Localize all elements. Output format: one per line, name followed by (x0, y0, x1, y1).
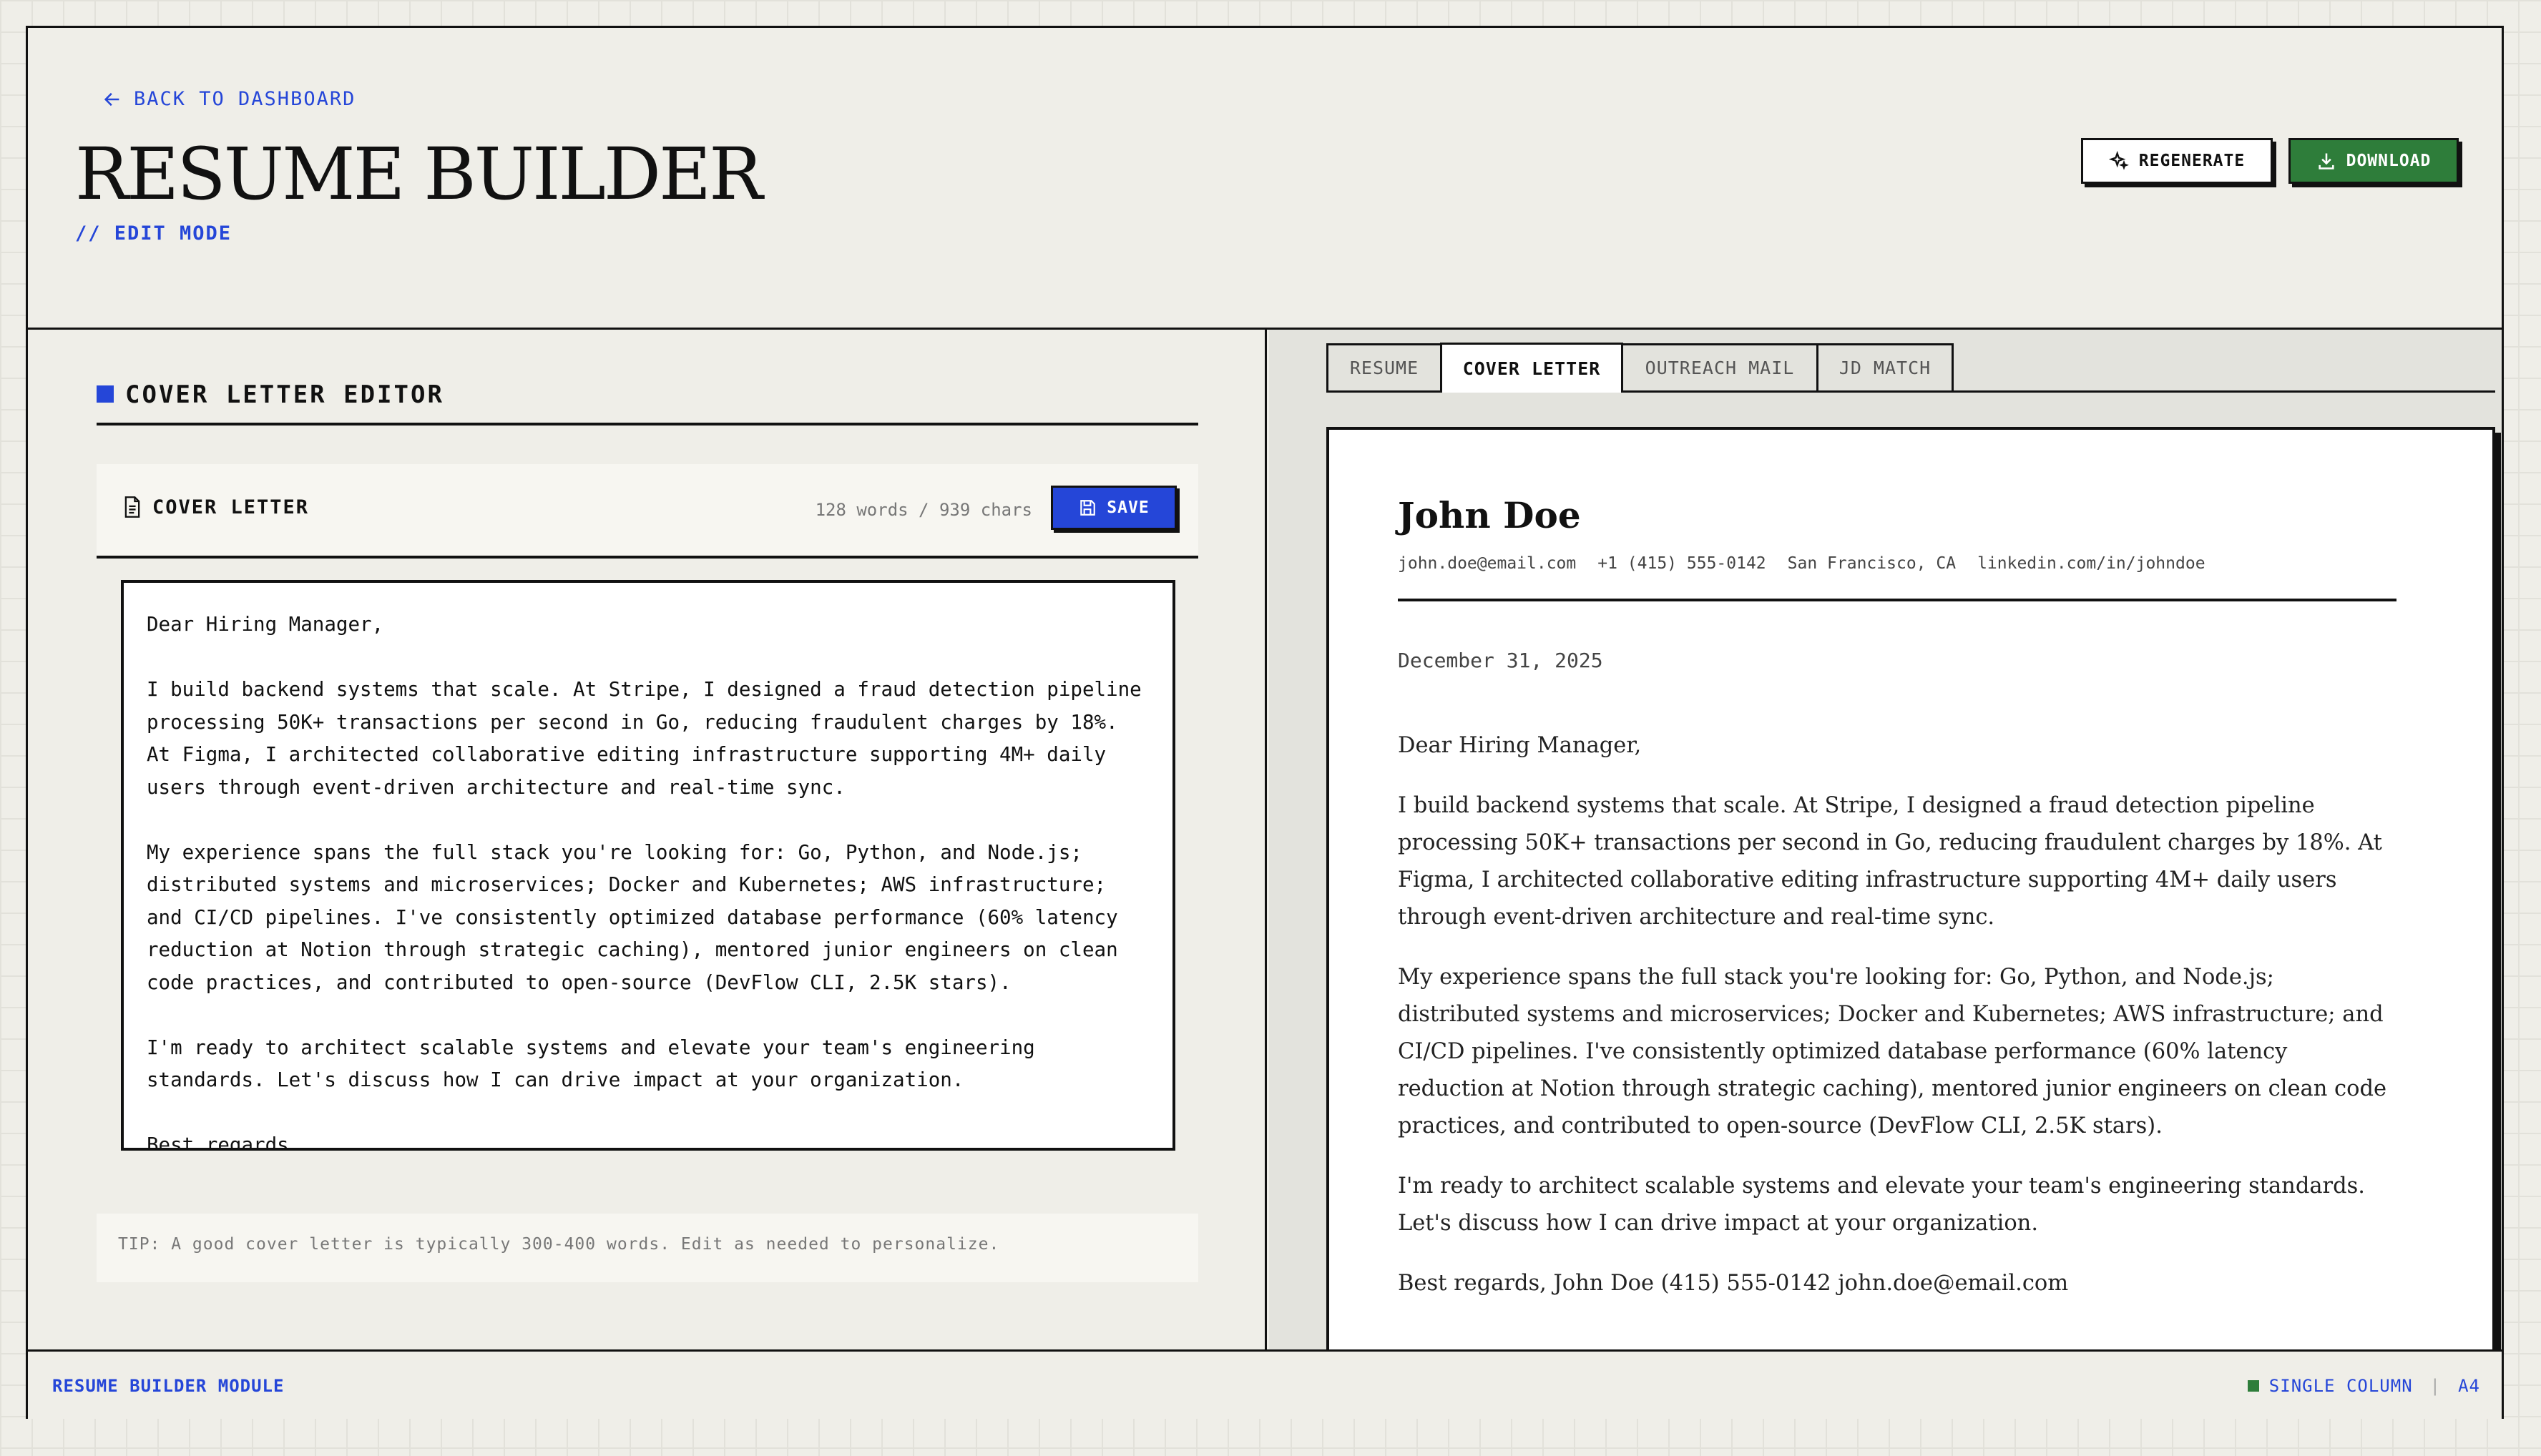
editor-section-title: COVER LETTER EDITOR (125, 380, 444, 409)
tip-text: TIP: A good cover letter is typically 300-400 words. Edit as needed to personalize. (97, 1214, 1198, 1282)
sparkle-icon (2109, 151, 2129, 171)
regenerate-button[interactable] (2081, 138, 2273, 184)
editor-section-header (97, 381, 1198, 426)
layout-label: SINGLE COLUMN (2268, 1376, 2413, 1396)
letter-date: December 31, 2025 (1398, 649, 1603, 672)
letter-paragraph: I'm ready to architect scalable systems and elevate your team's engineering standards. Let's discuss how I can drive impact at your organization. (1398, 1174, 2365, 1236)
paper-size-label: A4 (2458, 1376, 2480, 1396)
document-icon (122, 496, 142, 518)
download-button[interactable] (2288, 138, 2459, 184)
preview-tabs (1326, 347, 2495, 393)
page-header (28, 28, 2502, 330)
letter-body (1398, 727, 2396, 1325)
letter-greeting: Dear Hiring Manager, (1398, 733, 1642, 758)
document-label (122, 496, 309, 518)
status-dot-icon (2248, 1380, 2259, 1392)
letter-paragraph: I build backend systems that scale. At Stripe, I designed a fraud detection pipeline processing 50K+ transactions per second in Go, reducing fraudulent charges by 18%. At Figma, I architected collaborative editing infrastructure supporting 4M+ daily users through event-driven architecture and real-time sync. (1398, 793, 2382, 930)
document-label-text: COVER LETTER (152, 496, 310, 518)
cover-letter-preview (1326, 427, 2495, 1349)
cover-letter-toolbar (97, 464, 1198, 559)
word-char-count: 128 words / 939 chars (815, 500, 1032, 520)
preview-panel (1269, 330, 2502, 1349)
tab-outreach-mail[interactable]: OUTREACH MAIL (1621, 343, 1818, 390)
module-label: RESUME BUILDER MODULE (52, 1376, 285, 1396)
back-to-dashboard-link[interactable] (102, 88, 356, 110)
arrow-left-icon (102, 89, 122, 109)
section-marker-icon (97, 385, 114, 403)
tab-resume[interactable]: RESUME (1326, 343, 1442, 390)
edit-mode-label: // EDIT MODE (75, 222, 232, 245)
download-label: DOWNLOAD (2346, 152, 2432, 170)
page-title: RESUME BUILDER (75, 132, 761, 216)
tab-cover-letter[interactable]: COVER LETTER (1440, 343, 1623, 393)
layout-indicator (2248, 1376, 2413, 1396)
separator: | (2429, 1376, 2442, 1396)
save-label: SAVE (1107, 498, 1150, 517)
contact-location: San Francisco, CA (1787, 554, 1957, 573)
letter-closing: Best regards, John Doe (415) 555-0142 john.doe@email.com (1398, 1271, 2069, 1296)
contact-email: john.doe@email.com (1398, 554, 1577, 573)
back-link-label: BACK TO DASHBOARD (134, 88, 356, 110)
save-icon (1078, 498, 1097, 517)
download-icon (2316, 151, 2336, 171)
contact-linkedin: linkedin.com/in/johndoe (1977, 554, 2205, 573)
applicant-name: John Doe (1398, 494, 1581, 536)
contact-line (1398, 554, 2396, 601)
editor-panel (28, 330, 1267, 1349)
contact-phone: +1 (415) 555-0142 (1597, 554, 1766, 573)
status-bar (28, 1349, 2502, 1419)
letter-paragraph: My experience spans the full stack you're looking for: Go, Python, and Node.js; distributed systems and microservices; Docker and Kubernetes; AWS infrastructure; and CI/CD pipelines. I've consistently optimized database performance (60% latency reduction at Notion through strategic caching), mentored junior engineers on clean code practices, and contributed to open-source (DevFlow CLI, 2.5K stars). (1398, 965, 2387, 1138)
regenerate-label: REGENERATE (2138, 152, 2246, 170)
save-button[interactable] (1051, 486, 1177, 530)
tab-jd-match[interactable]: JD MATCH (1816, 343, 1954, 390)
app-frame (26, 26, 2504, 1419)
status-info (2248, 1376, 2480, 1396)
cover-letter-textarea[interactable] (121, 580, 1175, 1151)
